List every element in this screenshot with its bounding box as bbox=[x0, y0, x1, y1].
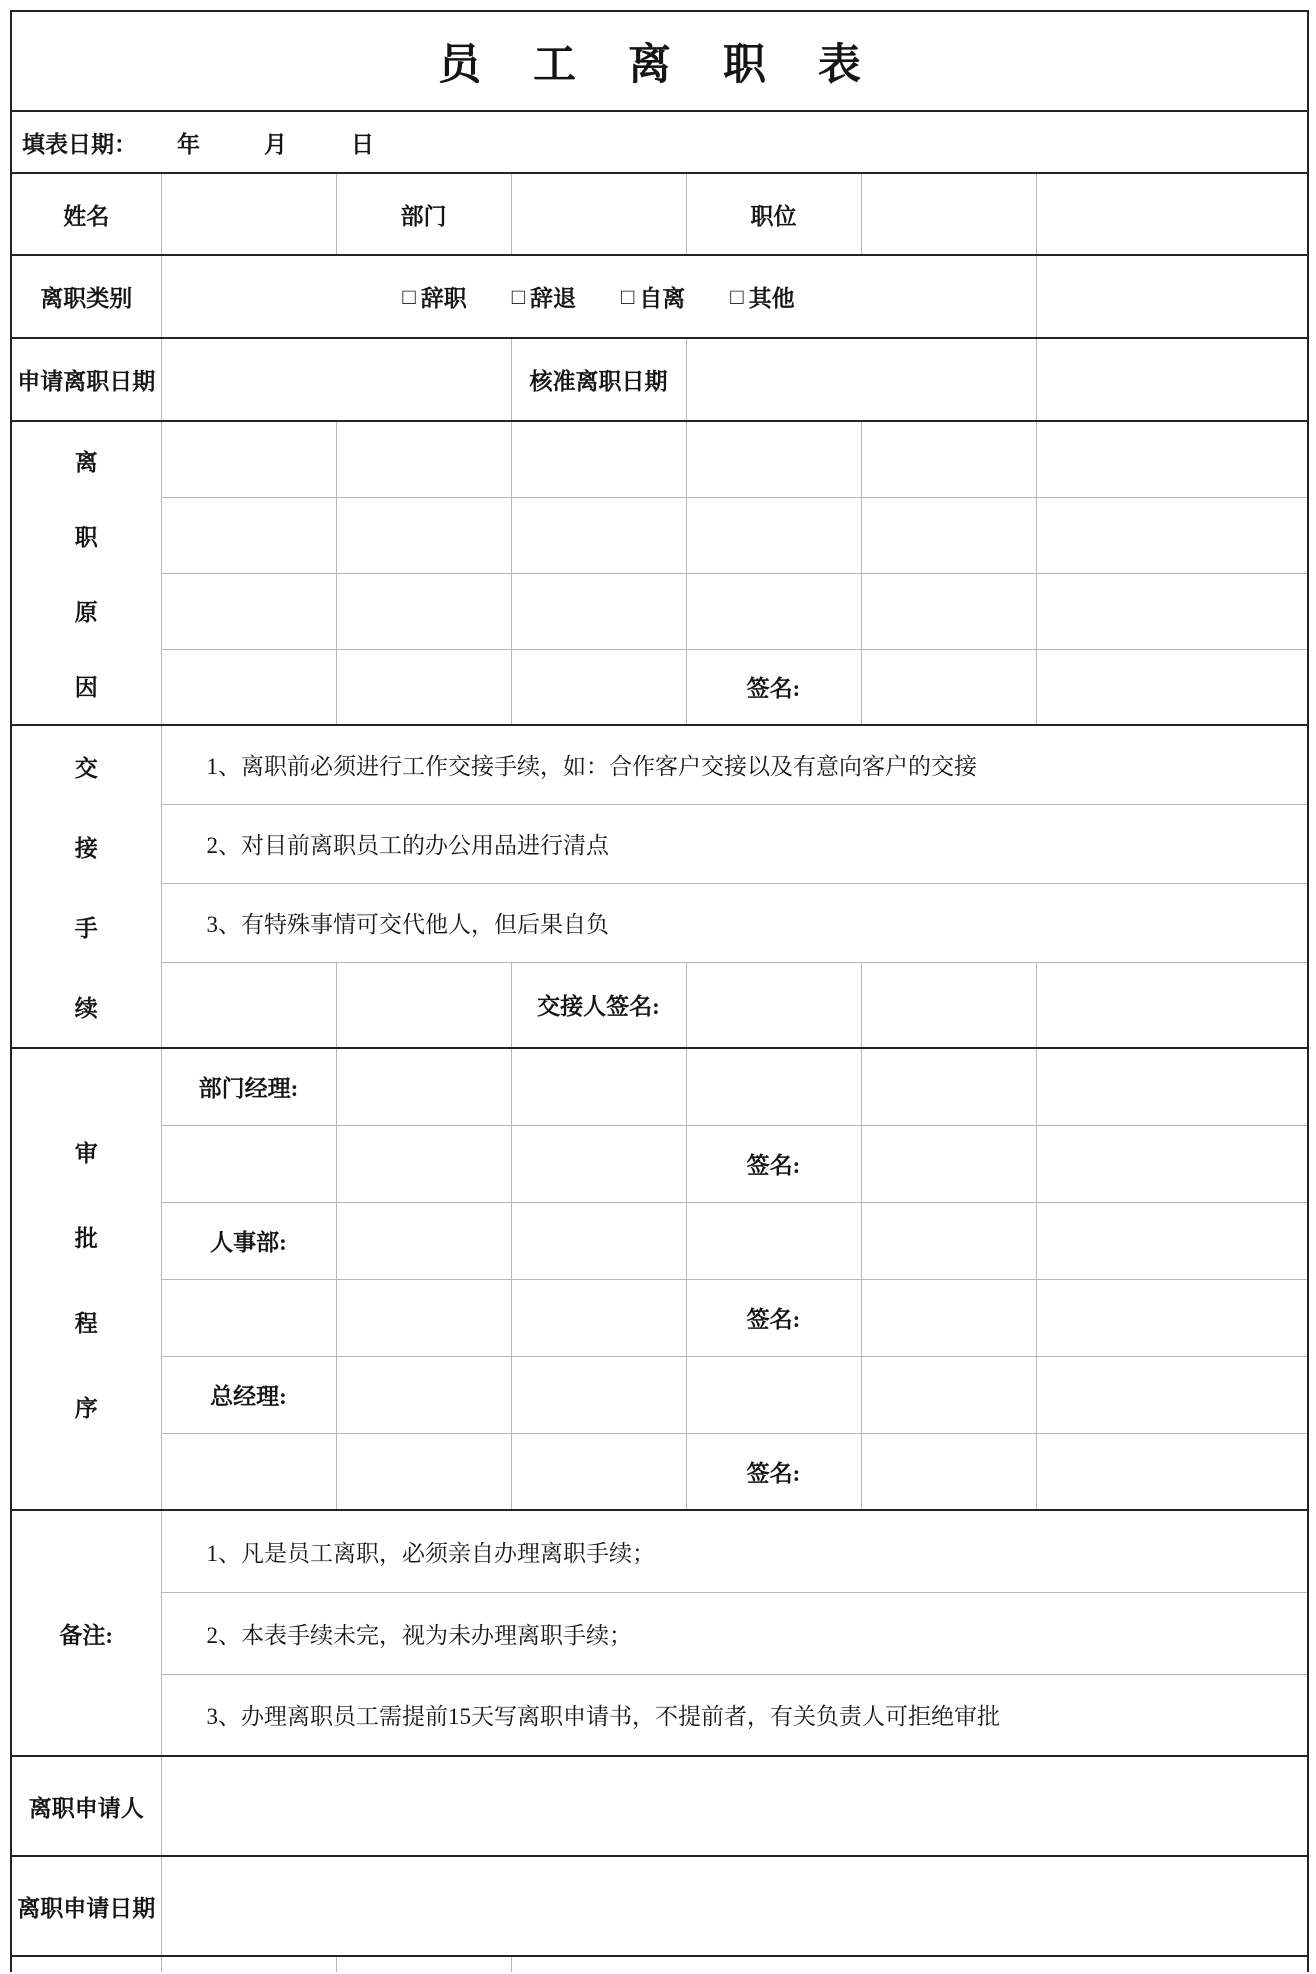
reason-grid-cell[interactable] bbox=[161, 497, 336, 573]
reason-sign-input-cell[interactable] bbox=[861, 649, 1036, 725]
approval-grid-cell[interactable] bbox=[511, 1202, 686, 1279]
fill-date-row bbox=[11, 111, 1308, 173]
remarks-row bbox=[11, 1674, 1308, 1756]
resign-dates-row bbox=[11, 338, 1308, 421]
resign-type-row bbox=[11, 255, 1308, 338]
checkbox-option-self-leave-label: 自离 bbox=[639, 286, 686, 311]
handover-grid-cell[interactable] bbox=[861, 962, 1036, 1048]
reason-grid-cell[interactable] bbox=[686, 497, 861, 573]
apply-date-row bbox=[11, 1856, 1308, 1956]
approval-sign-input-cell[interactable] bbox=[861, 1125, 1036, 1202]
approval-row bbox=[11, 1048, 1308, 1125]
approval-grid-cell[interactable] bbox=[1036, 1433, 1308, 1510]
approval-grid-cell[interactable] bbox=[336, 1279, 511, 1356]
handover-item-3: 3、有特殊事情可交代他人，但后果自负 bbox=[161, 883, 1308, 962]
handover-sign-input-cell[interactable] bbox=[686, 962, 861, 1048]
empty-cell[interactable] bbox=[1036, 255, 1308, 338]
name-input-cell[interactable] bbox=[161, 173, 336, 255]
reason-grid-cell[interactable] bbox=[861, 497, 1036, 573]
approval-grid-cell[interactable] bbox=[1036, 1356, 1308, 1433]
reason-char: 因 bbox=[74, 675, 98, 700]
approval-char: 序 bbox=[74, 1396, 98, 1421]
reason-sign-row bbox=[11, 649, 1308, 725]
approve-resign-date-label: 核准离职日期 bbox=[511, 338, 686, 421]
handover-grid-cell[interactable] bbox=[1036, 962, 1308, 1048]
reason-sign-label: 签名: bbox=[686, 649, 861, 725]
reason-section-label bbox=[11, 421, 161, 725]
reason-grid-cell[interactable] bbox=[686, 421, 861, 497]
approval-grid-cell[interactable] bbox=[1036, 1279, 1308, 1356]
approval-section-label bbox=[11, 1048, 161, 1510]
title-row bbox=[11, 11, 1308, 111]
approval-grid-cell[interactable] bbox=[511, 1356, 686, 1433]
approval-grid-cell[interactable] bbox=[336, 1048, 511, 1125]
approval-grid-cell[interactable] bbox=[336, 1433, 511, 1510]
approval-sign-row bbox=[11, 1279, 1308, 1356]
reason-char: 离 bbox=[74, 450, 98, 475]
approval-grid-cell[interactable] bbox=[686, 1356, 861, 1433]
approval-grid-cell[interactable] bbox=[686, 1202, 861, 1279]
approval-sign-label: 签名: bbox=[686, 1279, 861, 1356]
reason-grid-cell[interactable] bbox=[511, 497, 686, 573]
reason-grid-cell[interactable] bbox=[161, 649, 336, 725]
checkbox-option-resign-label: 辞职 bbox=[420, 286, 467, 311]
handover-grid-cell[interactable] bbox=[336, 962, 511, 1048]
reason-grid-cell[interactable] bbox=[511, 421, 686, 497]
remarks-row bbox=[11, 1592, 1308, 1674]
approval-row bbox=[11, 1356, 1308, 1433]
resignation-form-table bbox=[10, 10, 1309, 1972]
checkbox-option-other-label: 其他 bbox=[748, 286, 795, 311]
reason-grid-cell[interactable] bbox=[511, 649, 686, 725]
reason-grid-cell[interactable] bbox=[161, 421, 336, 497]
approval-grid-cell[interactable] bbox=[511, 1433, 686, 1510]
handover-char: 交 bbox=[74, 756, 98, 782]
reason-grid-cell[interactable] bbox=[336, 573, 511, 649]
approval-char: 程 bbox=[74, 1311, 98, 1336]
checkbox-icon[interactable]: □ bbox=[730, 283, 744, 309]
approval-sign-row bbox=[11, 1433, 1308, 1510]
handover-grid-cell[interactable] bbox=[161, 962, 336, 1048]
fill-date-cell bbox=[11, 111, 1308, 173]
approval-sign-input-cell[interactable] bbox=[861, 1279, 1036, 1356]
reason-grid-cell[interactable] bbox=[511, 573, 686, 649]
empty-cell[interactable] bbox=[1036, 173, 1308, 255]
position-input-cell[interactable] bbox=[861, 173, 1036, 255]
checkbox-option-dismissed-label: 辞退 bbox=[530, 286, 576, 311]
approval-grid-cell[interactable] bbox=[161, 1433, 336, 1510]
approval-sign-label: 签名: bbox=[686, 1433, 861, 1510]
approval-grid-cell[interactable] bbox=[511, 1279, 686, 1356]
approval-grid-cell[interactable] bbox=[511, 1125, 686, 1202]
reason-grid-cell[interactable] bbox=[861, 421, 1036, 497]
remark-item-1: 1、凡是员工离职，必须亲自办理离职手续； bbox=[161, 1510, 1308, 1592]
checkbox-option-other[interactable] bbox=[730, 280, 794, 313]
resign-type-options-cell bbox=[161, 255, 1036, 338]
reason-row bbox=[11, 573, 1308, 649]
position-label: 职位 bbox=[686, 173, 861, 255]
reason-char: 职 bbox=[74, 525, 98, 550]
reason-row bbox=[11, 497, 1308, 573]
apply-resign-date-label: 申请离职日期 bbox=[11, 338, 161, 421]
approval-grid-cell[interactable] bbox=[336, 1356, 511, 1433]
handover-section-label bbox=[11, 725, 161, 1048]
hr-dept-label: 人事部: bbox=[161, 1202, 336, 1279]
fill-date-label: 填表日期： bbox=[22, 131, 137, 157]
approval-grid-cell[interactable] bbox=[511, 1048, 686, 1125]
fill-date-year-label: 年 bbox=[177, 131, 200, 157]
remark-item-2: 2、本表手续未完，视为未办理离职手续； bbox=[161, 1592, 1308, 1674]
approval-grid-cell[interactable] bbox=[1036, 1202, 1308, 1279]
partial-cell bbox=[511, 1956, 1308, 1972]
remark-item-3: 3、办理离职员工需提前15天写离职申请书，不提前者，有关负责人可拒绝审批 bbox=[161, 1674, 1308, 1756]
handover-char: 续 bbox=[74, 995, 98, 1021]
reason-row bbox=[11, 421, 1308, 497]
general-manager-label: 总经理: bbox=[161, 1356, 336, 1433]
remarks-row bbox=[11, 1510, 1308, 1592]
approval-grid-cell[interactable] bbox=[161, 1125, 336, 1202]
reason-grid-cell[interactable] bbox=[1036, 573, 1308, 649]
checkbox-option-self-leave[interactable] bbox=[621, 280, 685, 313]
empty-cell[interactable] bbox=[1036, 338, 1308, 421]
remarks-label: 备注: bbox=[11, 1510, 161, 1756]
dept-manager-label: 部门经理: bbox=[161, 1048, 336, 1125]
reason-grid-cell[interactable] bbox=[1036, 649, 1308, 725]
resign-applicant-input-cell[interactable] bbox=[161, 1756, 1308, 1856]
approval-grid-cell[interactable] bbox=[686, 1048, 861, 1125]
approval-grid-cell[interactable] bbox=[861, 1356, 1036, 1433]
approval-grid-cell[interactable] bbox=[861, 1048, 1036, 1125]
approval-char: 批 bbox=[74, 1226, 98, 1251]
fill-date-month-label: 月 bbox=[264, 131, 287, 157]
form-title: 员 工 离 职 表 bbox=[11, 11, 1308, 111]
checkbox-icon[interactable]: □ bbox=[402, 283, 416, 309]
approve-resign-date-input-cell[interactable] bbox=[686, 338, 1036, 421]
handover-item-2: 2、对目前离职员工的办公用品进行清点 bbox=[161, 804, 1308, 883]
apply-resign-date-input-cell[interactable] bbox=[161, 338, 511, 421]
approval-grid-cell[interactable] bbox=[336, 1125, 511, 1202]
handover-char: 接 bbox=[74, 836, 98, 862]
reason-grid-cell[interactable] bbox=[336, 497, 511, 573]
handover-char: 手 bbox=[74, 915, 98, 941]
checkbox-option-dismissed[interactable] bbox=[512, 280, 576, 313]
approval-grid-cell[interactable] bbox=[861, 1202, 1036, 1279]
basic-info-row bbox=[11, 173, 1308, 255]
resign-apply-date-input-cell[interactable] bbox=[161, 1856, 1308, 1956]
partial-cell bbox=[336, 1956, 511, 1972]
resign-apply-date-label: 离职申请日期 bbox=[11, 1856, 161, 1956]
checkbox-icon[interactable]: □ bbox=[621, 283, 635, 309]
resign-type-label: 离职类别 bbox=[11, 255, 161, 338]
approval-grid-cell[interactable] bbox=[161, 1279, 336, 1356]
department-input-cell[interactable] bbox=[511, 173, 686, 255]
approval-grid-cell[interactable] bbox=[1036, 1048, 1308, 1125]
checkbox-option-resign[interactable] bbox=[402, 280, 466, 313]
handover-row bbox=[11, 725, 1308, 804]
partial-cell bbox=[11, 1956, 161, 1972]
approval-sign-input-cell[interactable] bbox=[861, 1433, 1036, 1510]
partial-cell bbox=[161, 1956, 336, 1972]
approval-grid-cell[interactable] bbox=[1036, 1125, 1308, 1202]
partial-bottom-row bbox=[11, 1956, 1308, 1972]
reason-grid-cell[interactable] bbox=[1036, 421, 1308, 497]
approval-sign-row bbox=[11, 1125, 1308, 1202]
reason-grid-cell[interactable] bbox=[1036, 497, 1308, 573]
reason-grid-cell[interactable] bbox=[686, 573, 861, 649]
applicant-row bbox=[11, 1756, 1308, 1856]
handover-row bbox=[11, 883, 1308, 962]
reason-grid-cell[interactable] bbox=[336, 649, 511, 725]
handover-sign-label: 交接人签名: bbox=[511, 962, 686, 1048]
handover-sign-row bbox=[11, 962, 1308, 1048]
department-label: 部门 bbox=[336, 173, 511, 255]
reason-char: 原 bbox=[74, 600, 98, 625]
reason-grid-cell[interactable] bbox=[336, 421, 511, 497]
resign-applicant-label: 离职申请人 bbox=[11, 1756, 161, 1856]
handover-item-1: 1、离职前必须进行工作交接手续，如：合作客户交接以及有意向客户的交接 bbox=[161, 725, 1308, 804]
name-label: 姓名 bbox=[11, 173, 161, 255]
approval-char: 审 bbox=[74, 1141, 98, 1166]
handover-row bbox=[11, 804, 1308, 883]
approval-grid-cell[interactable] bbox=[336, 1202, 511, 1279]
reason-grid-cell[interactable] bbox=[861, 573, 1036, 649]
approval-sign-label: 签名: bbox=[686, 1125, 861, 1202]
approval-row bbox=[11, 1202, 1308, 1279]
fill-date-day-label: 日 bbox=[351, 131, 374, 157]
reason-grid-cell[interactable] bbox=[161, 573, 336, 649]
checkbox-icon[interactable]: □ bbox=[511, 283, 525, 309]
